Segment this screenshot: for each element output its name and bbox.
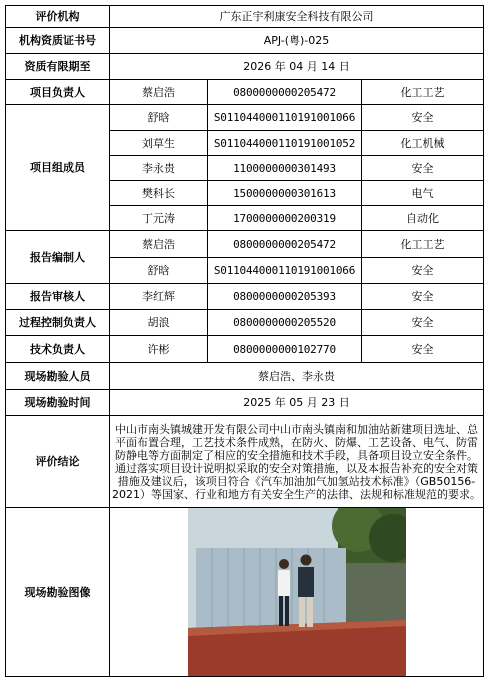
- writer-row: [6, 231, 484, 258]
- member-field: 电气: [362, 181, 484, 206]
- site-photo-drawing: [188, 508, 406, 676]
- writer-name: 蔡启浩: [110, 231, 208, 258]
- writers-label: 报告编制人: [6, 231, 110, 284]
- row-leader: [6, 80, 484, 105]
- row-survey-time: [6, 390, 484, 416]
- tech-field: 安全: [362, 336, 484, 363]
- site-survey-photo: [188, 508, 406, 676]
- writer-code: 0800000000205472: [208, 231, 362, 258]
- survey-time-label: 现场勘验时间: [6, 390, 110, 416]
- member-row: [6, 105, 484, 131]
- member-name: 舒晗: [110, 105, 208, 131]
- row-tech: [6, 336, 484, 363]
- surveyors-label: 现场勘验人员: [6, 363, 110, 390]
- row-surveyors: [6, 363, 484, 390]
- row-conclusion: [6, 416, 484, 508]
- conclusion-text: 中山市南头镇城建开发有限公司中山市南头镇南和加油站新建项目选址、总平面布置合理，工艺技术条件成熟，在防火、防爆、工艺设备、电气、防雷防静电等方面制定了相应的安全措施和技术手段，具备项目设立安全条件。通过落实项目设计说明拟采取的安全对策措施，以及本报告补充的安全对策措施及建议后，该项目符合《汽车加油加气加氢站技术标准》（GB50156-2021）等国家、行业和地方有关安全生产的法律、法规和标准规范的要求。: [110, 416, 484, 508]
- tech-name: 许彬: [110, 336, 208, 363]
- process-field: 安全: [362, 310, 484, 336]
- process-label: 过程控制负责人: [6, 310, 110, 336]
- reviewer-name: 李红辉: [110, 284, 208, 310]
- member-name: 刘草生: [110, 131, 208, 156]
- report-sheet: [5, 5, 483, 677]
- leader-field: 化工工艺: [362, 80, 484, 105]
- row-photo: [6, 508, 484, 677]
- member-field: 化工机械: [362, 131, 484, 156]
- member-code: 1500000000301613: [208, 181, 362, 206]
- member-code: S011044000110191001052: [208, 131, 362, 156]
- writer-field: 安全: [362, 258, 484, 284]
- process-name: 胡浪: [110, 310, 208, 336]
- row-cert: [6, 28, 484, 54]
- member-field: 安全: [362, 156, 484, 181]
- member-code: 1100000000301493: [208, 156, 362, 181]
- leader-label: 项目负责人: [6, 80, 110, 105]
- cert-label: 机构资质证书号: [6, 28, 110, 54]
- writer-field: 化工工艺: [362, 231, 484, 258]
- survey-time-value: 2025 年 05 月 23 日: [110, 390, 484, 416]
- process-code: 0800000000205520: [208, 310, 362, 336]
- member-field: 安全: [362, 105, 484, 131]
- member-field: 自动化: [362, 206, 484, 231]
- row-process: [6, 310, 484, 336]
- writer-code: S011044000110191001066: [208, 258, 362, 284]
- row-validity: [6, 54, 484, 80]
- member-code: 1700000000200319: [208, 206, 362, 231]
- row-org: [6, 6, 484, 28]
- validity-label: 资质有限期至: [6, 54, 110, 80]
- photo-wall: [346, 563, 406, 628]
- validity-value: 2026 年 04 月 14 日: [110, 54, 484, 80]
- reviewer-code: 0800000000205393: [208, 284, 362, 310]
- tech-label: 技术负责人: [6, 336, 110, 363]
- member-name: 丁元涛: [110, 206, 208, 231]
- leader-code: 0800000000205472: [208, 80, 362, 105]
- evaluation-info-table: [5, 5, 484, 677]
- tech-code: 0800000000102770: [208, 336, 362, 363]
- member-name: 李永贵: [110, 156, 208, 181]
- row-reviewer: [6, 284, 484, 310]
- reviewer-label: 报告审核人: [6, 284, 110, 310]
- surveyors-value: 蔡启浩、李永贵: [110, 363, 484, 390]
- cert-value: APJ-(粤)-025: [110, 28, 484, 54]
- org-value: 广东正宇利康安全科技有限公司: [110, 6, 484, 28]
- writer-name: 舒晗: [110, 258, 208, 284]
- photo-label: 现场勘验图像: [6, 508, 110, 677]
- conclusion-label: 评价结论: [6, 416, 110, 508]
- photo-cell: [110, 508, 484, 677]
- members-label: 项目组成员: [6, 105, 110, 231]
- member-name: 樊科长: [110, 181, 208, 206]
- org-label: 评价机构: [6, 6, 110, 28]
- member-code: S011044000110191001066: [208, 105, 362, 131]
- reviewer-field: 安全: [362, 284, 484, 310]
- leader-name: 蔡启浩: [110, 80, 208, 105]
